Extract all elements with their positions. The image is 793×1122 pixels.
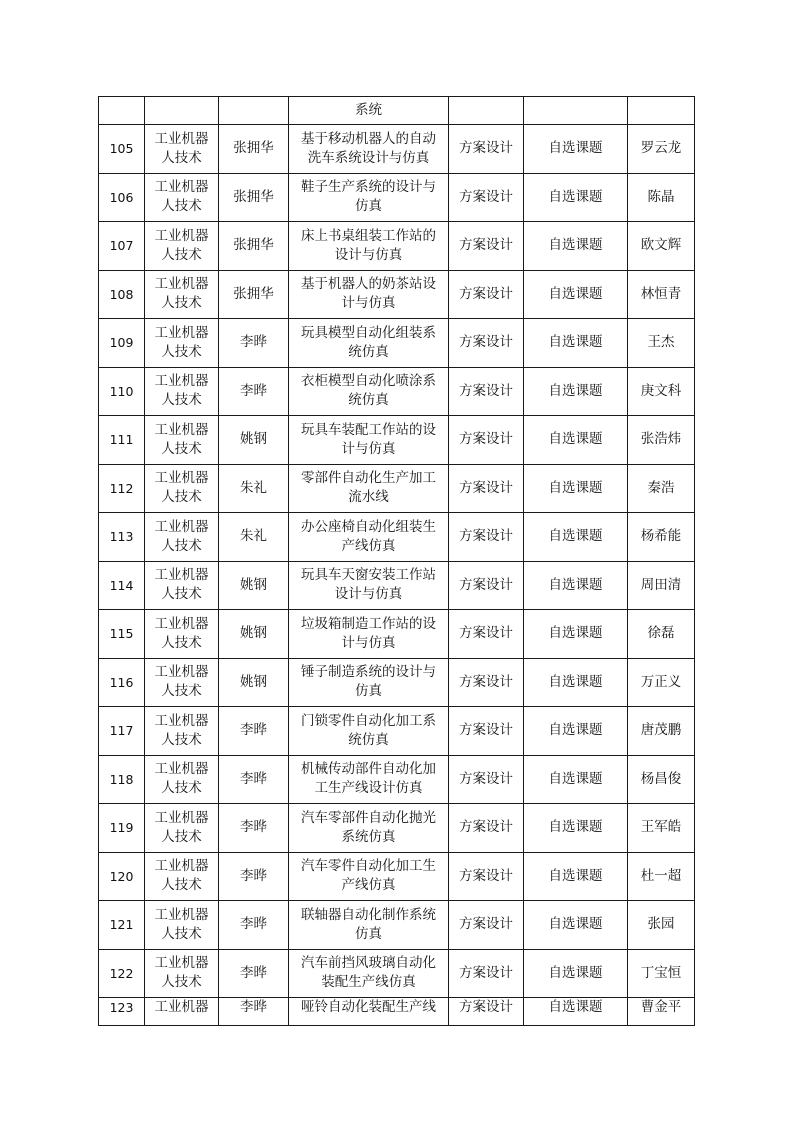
cell-major: 工业机器人技术 <box>145 222 219 271</box>
cell-source: 自选课题 <box>524 270 628 319</box>
cell-type: 方案设计 <box>449 804 524 853</box>
cell-type: 方案设计 <box>449 416 524 465</box>
cell-title: 玩具车装配工作站的设计与仿真 <box>289 416 449 465</box>
table-row <box>99 949 695 998</box>
cell-title: 锤子制造系统的设计与仿真 <box>289 658 449 707</box>
cell-type: 方案设计 <box>449 173 524 222</box>
cell-teacher: 姚钢 <box>219 610 289 659</box>
cell-source: 自选课题 <box>524 561 628 610</box>
cell-title: 汽车零部件自动化抛光系统仿真 <box>289 804 449 853</box>
cell-student: 陈晶 <box>628 173 695 222</box>
cell-type <box>449 97 524 125</box>
table-row <box>99 658 695 707</box>
project-table <box>98 96 695 1026</box>
cell-number: 123 <box>99 998 145 1026</box>
cell-number: 107 <box>99 222 145 271</box>
cell-source: 自选课题 <box>524 319 628 368</box>
cell-title: 系统 <box>289 97 449 125</box>
cell-source: 自选课题 <box>524 610 628 659</box>
cell-major: 工业机器人技术 <box>145 125 219 174</box>
cell-major: 工业机器人技术 <box>145 658 219 707</box>
cell-teacher: 李晔 <box>219 755 289 804</box>
cell-number: 115 <box>99 610 145 659</box>
table-row <box>99 707 695 756</box>
cell-number: 118 <box>99 755 145 804</box>
cell-title: 基于移动机器人的自动洗车系统设计与仿真 <box>289 125 449 174</box>
cell-teacher: 李晔 <box>219 998 289 1026</box>
table-row <box>99 901 695 950</box>
table-row <box>99 270 695 319</box>
cell-title: 汽车零件自动化加工生产线仿真 <box>289 852 449 901</box>
cell-student: 杨昌俊 <box>628 755 695 804</box>
cell-type: 方案设计 <box>449 998 524 1026</box>
cell-type: 方案设计 <box>449 270 524 319</box>
cell-source: 自选课题 <box>524 513 628 562</box>
cell-source: 自选课题 <box>524 222 628 271</box>
cell-teacher: 李晔 <box>219 949 289 998</box>
cell-teacher: 张拥华 <box>219 125 289 174</box>
cell-source: 自选课题 <box>524 949 628 998</box>
cell-type: 方案设计 <box>449 755 524 804</box>
cell-teacher: 张拥华 <box>219 270 289 319</box>
cell-teacher <box>219 97 289 125</box>
cell-title: 汽车前挡风玻璃自动化装配生产线仿真 <box>289 949 449 998</box>
cell-student: 周田清 <box>628 561 695 610</box>
cell-teacher: 李晔 <box>219 852 289 901</box>
table-row <box>99 804 695 853</box>
cell-title: 垃圾箱制造工作站的设计与仿真 <box>289 610 449 659</box>
cell-number: 111 <box>99 416 145 465</box>
cell-type: 方案设计 <box>449 707 524 756</box>
cell-title: 办公座椅自动化组装生产线仿真 <box>289 513 449 562</box>
table-body <box>99 125 695 1026</box>
cell-student <box>628 97 695 125</box>
cell-source: 自选课题 <box>524 901 628 950</box>
table-row <box>99 561 695 610</box>
cell-source: 自选课题 <box>524 658 628 707</box>
cell-student: 王军皓 <box>628 804 695 853</box>
cell-major: 工业机器人技术 <box>145 173 219 222</box>
cell-number: 113 <box>99 513 145 562</box>
table-row <box>99 464 695 513</box>
cell-major: 工业机器人技术 <box>145 270 219 319</box>
cell-teacher: 朱礼 <box>219 464 289 513</box>
table-row <box>99 173 695 222</box>
cell-type: 方案设计 <box>449 852 524 901</box>
cell-title: 衣柜模型自动化喷涂系统仿真 <box>289 367 449 416</box>
cell-teacher: 李晔 <box>219 367 289 416</box>
cell-major <box>145 97 219 125</box>
cell-source: 自选课题 <box>524 416 628 465</box>
cell-title: 联轴器自动化制作系统仿真 <box>289 901 449 950</box>
cell-teacher: 李晔 <box>219 707 289 756</box>
cell-teacher: 张拥华 <box>219 173 289 222</box>
cell-student: 庚文科 <box>628 367 695 416</box>
cell-type: 方案设计 <box>449 367 524 416</box>
cell-title: 门锁零件自动化加工系统仿真 <box>289 707 449 756</box>
cell-number: 116 <box>99 658 145 707</box>
cell-student: 唐茂鹏 <box>628 707 695 756</box>
cell-student: 杜一超 <box>628 852 695 901</box>
cell-student: 罗云龙 <box>628 125 695 174</box>
cell-type: 方案设计 <box>449 319 524 368</box>
cell-source: 自选课题 <box>524 707 628 756</box>
cell-title: 玩具模型自动化组装系统仿真 <box>289 319 449 368</box>
cell-number: 121 <box>99 901 145 950</box>
cell-student: 杨希能 <box>628 513 695 562</box>
cell-student: 曹金平 <box>628 998 695 1026</box>
table-row <box>99 755 695 804</box>
cell-student: 丁宝恒 <box>628 949 695 998</box>
cell-title: 玩具车天窗安装工作站设计与仿真 <box>289 561 449 610</box>
table-row <box>99 610 695 659</box>
cell-title: 基于机器人的奶茶站设计与仿真 <box>289 270 449 319</box>
cell-number: 112 <box>99 464 145 513</box>
cell-source: 自选课题 <box>524 173 628 222</box>
table-row <box>99 416 695 465</box>
cell-type: 方案设计 <box>449 125 524 174</box>
cell-major: 工业机器人技术 <box>145 367 219 416</box>
table-row <box>99 852 695 901</box>
cell-title: 床上书桌组装工作站的设计与仿真 <box>289 222 449 271</box>
cell-title: 零部件自动化生产加工流水线 <box>289 464 449 513</box>
cell-number <box>99 97 145 125</box>
cell-major: 工业机器人技术 <box>145 852 219 901</box>
cell-source: 自选课题 <box>524 755 628 804</box>
cell-major: 工业机器 <box>145 998 219 1026</box>
cell-source: 自选课题 <box>524 998 628 1026</box>
cell-teacher: 姚钢 <box>219 561 289 610</box>
cell-major: 工业机器人技术 <box>145 804 219 853</box>
cell-major: 工业机器人技术 <box>145 610 219 659</box>
cell-number: 117 <box>99 707 145 756</box>
cell-type: 方案设计 <box>449 949 524 998</box>
cell-number: 122 <box>99 949 145 998</box>
cell-major: 工业机器人技术 <box>145 707 219 756</box>
cell-student: 林恒青 <box>628 270 695 319</box>
cell-type: 方案设计 <box>449 658 524 707</box>
table-row <box>99 513 695 562</box>
cell-type: 方案设计 <box>449 901 524 950</box>
table-row <box>99 222 695 271</box>
cell-type: 方案设计 <box>449 513 524 562</box>
cell-major: 工业机器人技术 <box>145 464 219 513</box>
table-row <box>99 998 695 1026</box>
cell-teacher: 张拥华 <box>219 222 289 271</box>
cell-number: 119 <box>99 804 145 853</box>
cell-number: 108 <box>99 270 145 319</box>
table-row <box>99 125 695 174</box>
table-row <box>99 319 695 368</box>
cell-title: 鞋子生产系统的设计与仿真 <box>289 173 449 222</box>
cell-source: 自选课题 <box>524 464 628 513</box>
continuation-row <box>99 97 695 125</box>
table-row <box>99 367 695 416</box>
cell-teacher: 李晔 <box>219 319 289 368</box>
cell-number: 114 <box>99 561 145 610</box>
cell-type: 方案设计 <box>449 464 524 513</box>
cell-number: 106 <box>99 173 145 222</box>
cell-source: 自选课题 <box>524 852 628 901</box>
cell-source: 自选课题 <box>524 367 628 416</box>
cell-student: 张浩炜 <box>628 416 695 465</box>
cell-teacher: 李晔 <box>219 901 289 950</box>
cell-number: 109 <box>99 319 145 368</box>
cell-title: 哑铃自动化装配生产线 <box>289 998 449 1026</box>
cell-type: 方案设计 <box>449 561 524 610</box>
cell-student: 张园 <box>628 901 695 950</box>
cell-major: 工业机器人技术 <box>145 416 219 465</box>
cell-student: 秦浩 <box>628 464 695 513</box>
cell-student: 万正义 <box>628 658 695 707</box>
cell-major: 工业机器人技术 <box>145 755 219 804</box>
cell-title: 机械传动部件自动化加工生产线设计仿真 <box>289 755 449 804</box>
cell-major: 工业机器人技术 <box>145 901 219 950</box>
cell-number: 120 <box>99 852 145 901</box>
cell-student: 徐磊 <box>628 610 695 659</box>
cell-source: 自选课题 <box>524 125 628 174</box>
cell-teacher: 姚钢 <box>219 416 289 465</box>
cell-type: 方案设计 <box>449 610 524 659</box>
cell-student: 欧文辉 <box>628 222 695 271</box>
cell-major: 工业机器人技术 <box>145 319 219 368</box>
cell-number: 110 <box>99 367 145 416</box>
cell-number: 105 <box>99 125 145 174</box>
cell-teacher: 姚钢 <box>219 658 289 707</box>
cell-major: 工业机器人技术 <box>145 513 219 562</box>
cell-teacher: 朱礼 <box>219 513 289 562</box>
cell-student: 王杰 <box>628 319 695 368</box>
cell-teacher: 李晔 <box>219 804 289 853</box>
cell-source: 自选课题 <box>524 804 628 853</box>
cell-source <box>524 97 628 125</box>
cell-major: 工业机器人技术 <box>145 561 219 610</box>
cell-type: 方案设计 <box>449 222 524 271</box>
cell-major: 工业机器人技术 <box>145 949 219 998</box>
